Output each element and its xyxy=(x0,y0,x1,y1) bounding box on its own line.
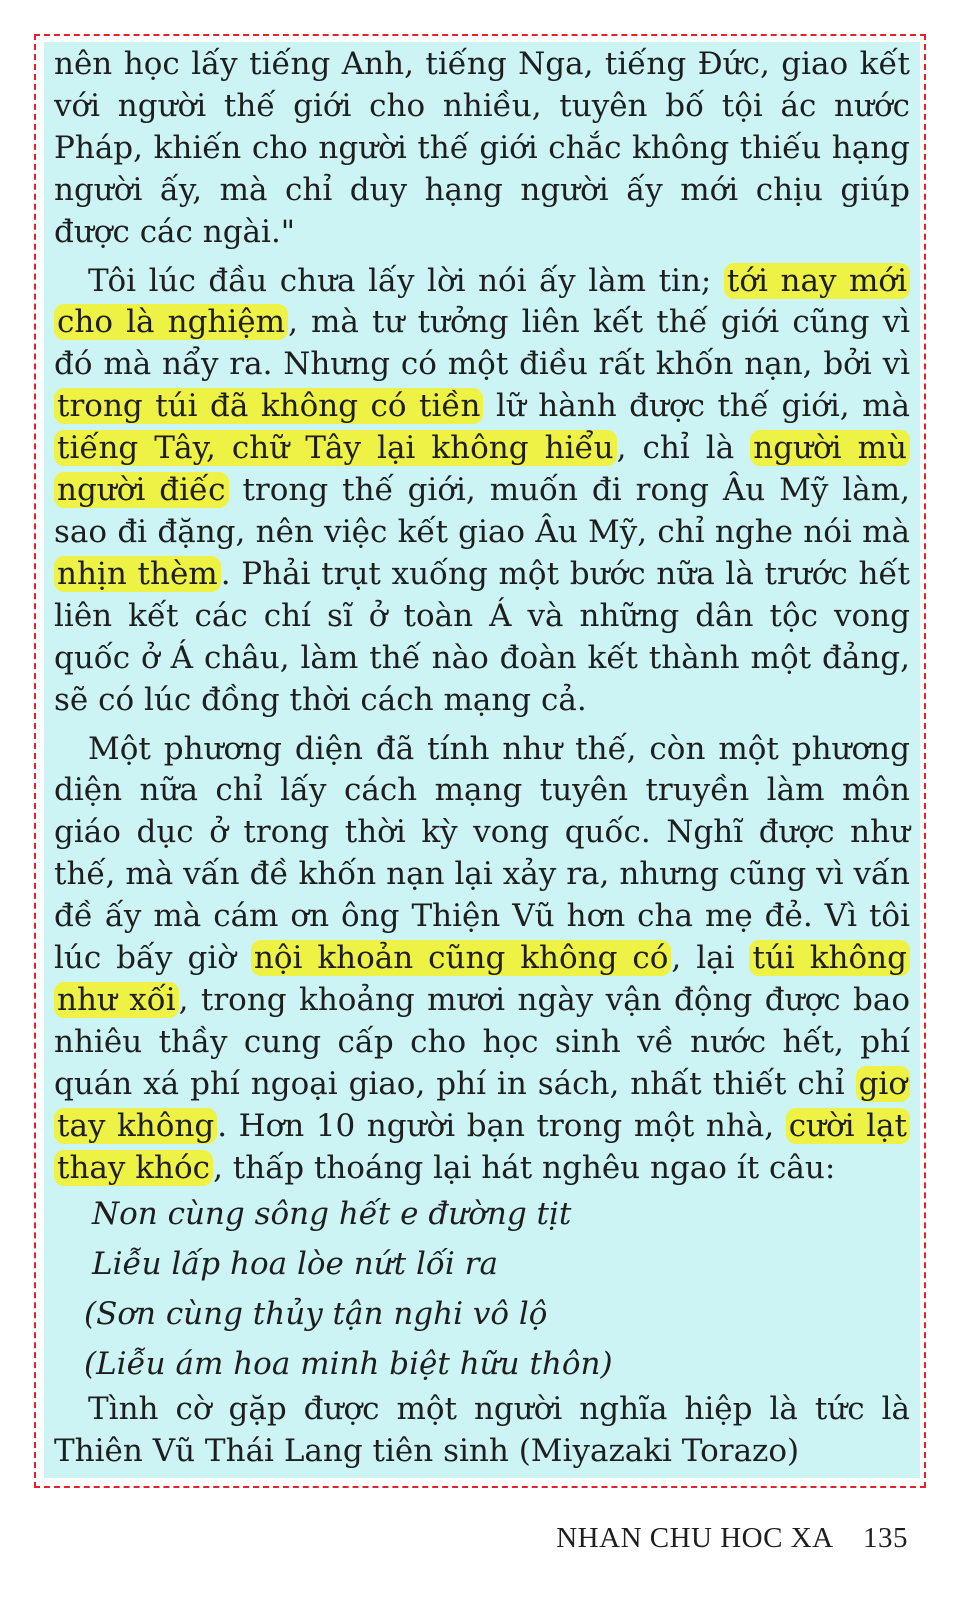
text-run: lữ hành được thế giới, mà xyxy=(483,388,910,425)
text-run: , lại xyxy=(671,940,750,977)
page-number: 135 xyxy=(863,1522,908,1554)
poem-line: (Sơn cùng thủy tận nghi vô lộ xyxy=(84,1296,548,1333)
text-run: . Phải trụt xuống một bước nữa là trước hết liên kết các chí sĩ ở toàn Á và những dân tộc vong quốc ở Á châu, làm thế nào đoàn kết thành một đảng, sẽ có lúc đồng thời cách mạng cả. xyxy=(54,555,910,718)
highlighted-phrase: người mù người điếc xyxy=(54,430,910,508)
highlighted-phrase: tới nay mới cho là nghiệm xyxy=(54,263,910,341)
text-run: , chỉ là xyxy=(616,430,751,467)
highlighted-phrase: túi không như xối xyxy=(54,940,910,1018)
poem-line: (Liễu ám hoa minh biệt hữu thôn) xyxy=(84,1346,613,1383)
text-run: , trong khoảng mươi ngày vận động được bao nhiêu thầy cung cấp cho học sinh về nước hết, phí quán xá phí ngoại giao, phí in sách, nhất thiết chỉ xyxy=(54,981,910,1102)
text-run: trong thế giới, muốn đi rong Âu Mỹ làm, sao đi đặng, nên việc kết giao Âu Mỹ, chỉ nghe nói mà xyxy=(54,472,911,550)
highlighted-phrase: tiếng Tây, chữ Tây lại không hiểu xyxy=(54,430,617,466)
highlighted-phrase: nội khoản cũng không có xyxy=(251,940,672,976)
paragraph-p2 xyxy=(54,261,910,722)
paragraph-p1 xyxy=(54,44,910,254)
poem xyxy=(54,1189,910,1389)
running-title: NHAN CHU HOC XA xyxy=(556,1522,832,1554)
paragraphs xyxy=(54,44,910,1189)
poem-line: Non cùng sông hết e đường tịt xyxy=(92,1196,572,1233)
text-run: Tôi lúc đầu chưa lấy lời nói ấy làm tin; xyxy=(88,262,724,299)
text-run: , thấp thoáng lại hát nghêu ngao ít câu: xyxy=(213,1149,836,1186)
text-run: nên học lấy tiếng Anh, tiếng Nga, tiếng Đức, giao kết với người thế giới cho nhiều, tuyên bố tội ác nước Pháp, khiến cho người thế giới chắc không thiếu hạng người ấy, mà chỉ duy hạng người ấy mới chịu giúp được các ngài." xyxy=(54,46,910,250)
highlighted-phrase: nhịn thèm xyxy=(54,556,221,592)
text-run: , mà tư tưởng liên kết thế giới cũng vì đó mà nẩy ra. Nhưng có một điều rất khốn nạn, bởi vì xyxy=(54,304,911,383)
text-run: . Hơn 10 người bạn trong một nhà, xyxy=(217,1107,786,1144)
poem-line: Liễu lấp hoa lòe nứt lối ra xyxy=(92,1246,498,1283)
paragraph-p3 xyxy=(54,729,910,1190)
highlighted-phrase: cười lạt thay khóc xyxy=(54,1108,910,1186)
page-body xyxy=(54,44,910,1473)
highlighted-phrase: trong túi đã không có tiền xyxy=(54,388,483,424)
closing-paragraph: Tình cờ gặp được một người nghĩa hiệp là tức là Thiên Vũ Thái Lang tiên sinh (Miyazaki Torazo) xyxy=(54,1391,910,1470)
page-footer xyxy=(556,1522,908,1555)
highlighted-phrase: giơ tay không xyxy=(54,1066,910,1144)
text-run: Một phương diện đã tính như thế, còn một phương diện nữa chỉ lấy cách mạng tuyên truyền làm môn giáo dục ở trong thời kỳ vong quốc. Nghĩ được như thế, mà vấn đề khốn nạn lại xảy ra, nhưng cũng vì vấn đề ấy mà cám ơn ông Thiện Vũ hơn cha mẹ đẻ. Vì tôi lúc bấy giờ xyxy=(54,730,910,977)
